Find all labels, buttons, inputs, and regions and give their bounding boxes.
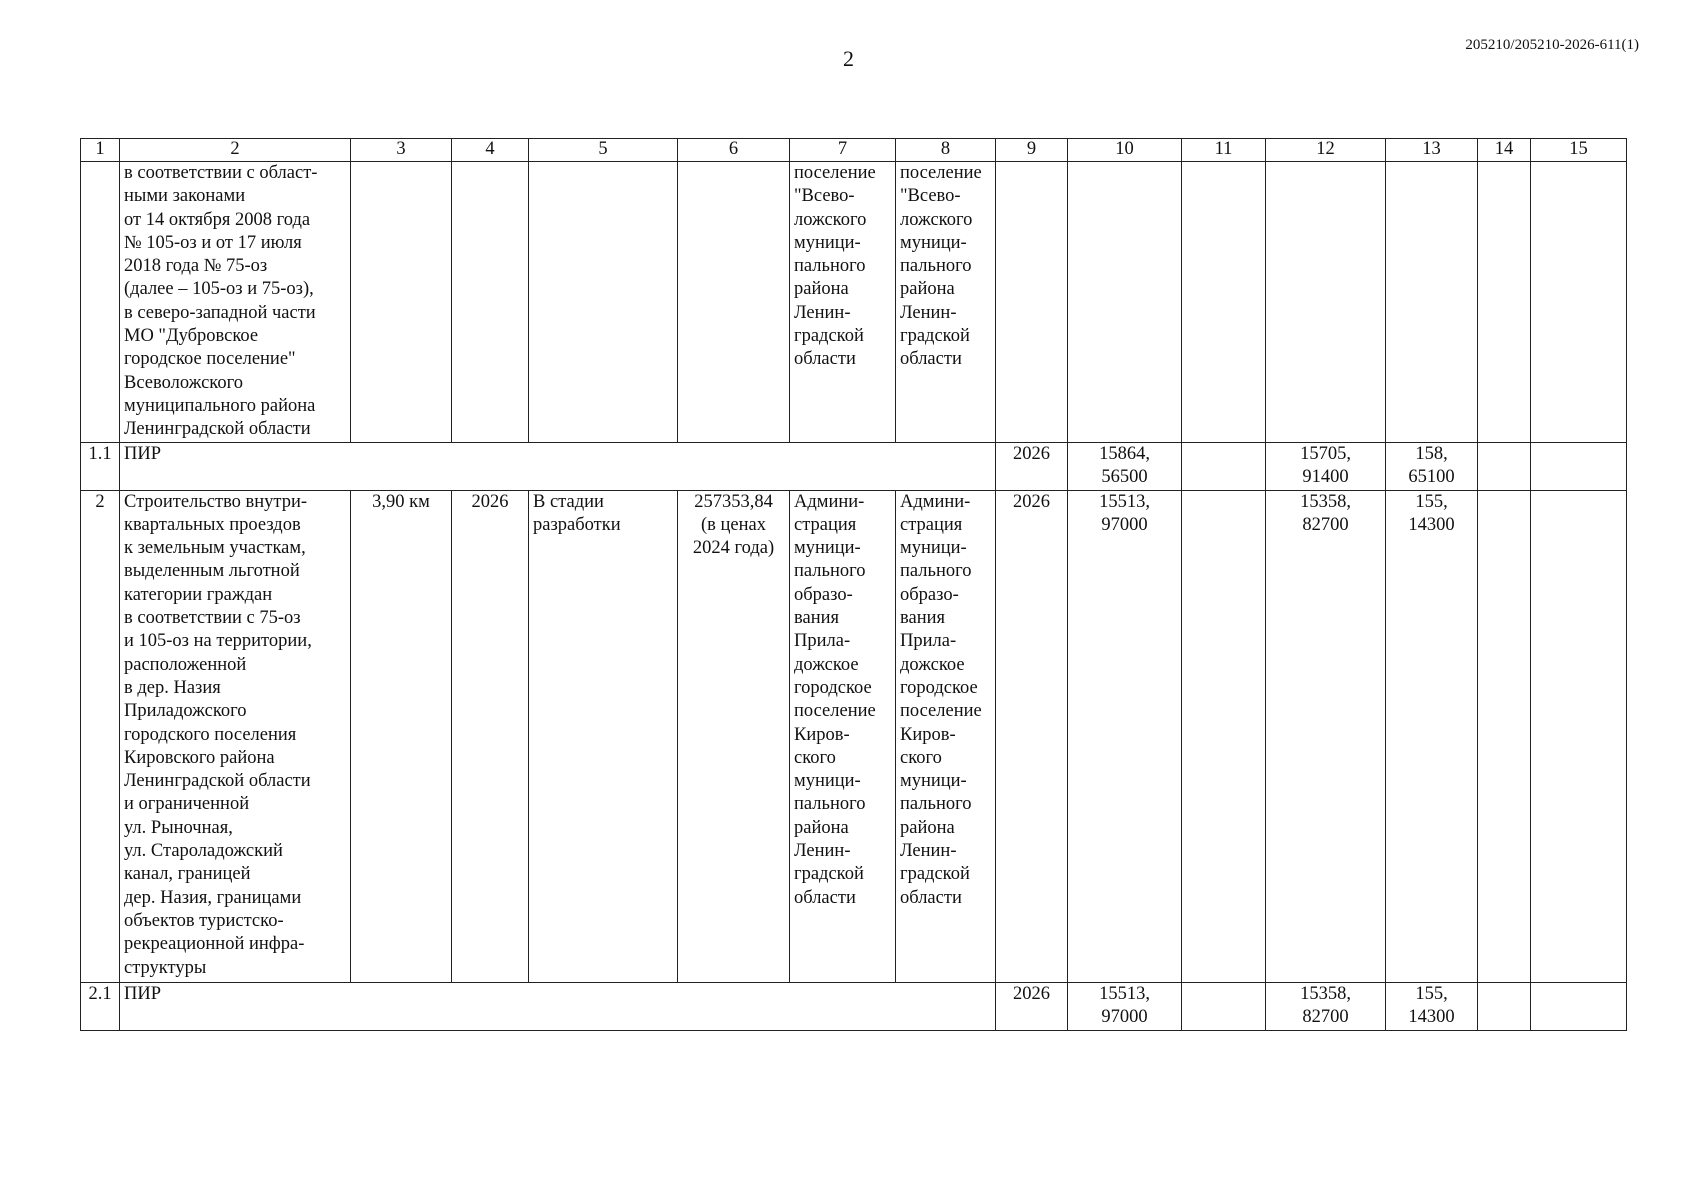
column-header: 2 (120, 139, 351, 162)
column-header: 7 (790, 139, 896, 162)
row-number-cell: 2.1 (81, 982, 120, 1030)
regional-amount-cell: 15358, 82700 (1266, 490, 1386, 982)
object-name-cell: Строительство внутри- квартальных проездов к земельным участкам, выделенным льготной категории граждан в соответствии с 75-оз и 105-оз на территории, расположенной в дер. Назия Приладожского городского поселения Кировского района Ленинградской области и ограниченной ул. Рыночная, ул. Староладожский канал, границей дер. Назия, границами объектов туристско- рекреационной инфра- структуры (120, 490, 351, 982)
object-name-cell: ПИР (120, 442, 996, 490)
table-row (81, 442, 1627, 490)
cost-cell: 257353,84 (в ценах 2024 года) (678, 490, 790, 982)
customer-cell: поселение "Всево- ложского муници- пального района Ленин- градской области (790, 162, 896, 443)
table-row (81, 490, 1627, 982)
year-cell: 2026 (996, 982, 1068, 1030)
document-id: 205210/205210-2026-611(1) (1465, 37, 1639, 53)
capacity-cell: 3,90 км (351, 490, 452, 982)
row-number-cell: 1.1 (81, 442, 120, 490)
object-name-cell: в соответствии с област- ными законами от 14 октября 2008 года № 105-оз и от 17 июля 2018 года № 75-оз (далее – 105-оз и 75-оз), в северо-западной части МО "Дубровское городское поселение" Всеволожского муниципального района Ленинградской области (120, 162, 351, 443)
local-amount-cell: 155, 14300 (1386, 490, 1478, 982)
object-name-cell: ПИР (120, 982, 996, 1030)
total-amount-cell: 15513, 97000 (1068, 982, 1182, 1030)
page-number: 2 (843, 46, 854, 71)
column-header: 5 (529, 139, 678, 162)
column-header: 4 (452, 139, 529, 162)
status-cell: В стадии разработки (529, 490, 678, 982)
table-row (81, 982, 1627, 1030)
column-header: 10 (1068, 139, 1182, 162)
column-header: 13 (1386, 139, 1478, 162)
year-cell: 2026 (996, 442, 1068, 490)
column-header: 3 (351, 139, 452, 162)
column-header: 15 (1531, 139, 1627, 162)
column-header: 8 (896, 139, 996, 162)
local-amount-cell: 155, 14300 (1386, 982, 1478, 1030)
column-header: 9 (996, 139, 1068, 162)
program-table (80, 138, 1627, 1031)
column-header: 11 (1182, 139, 1266, 162)
customer-cell: Админи- страция муници- пального образо- вания Прила- дожское городское поселение Киров- ского муници- пального района Ленин- градской области (790, 490, 896, 982)
row-number-cell: 2 (81, 490, 120, 982)
table-row (81, 162, 1627, 443)
local-amount-cell: 158, 65100 (1386, 442, 1478, 490)
total-amount-cell: 15864, 56500 (1068, 442, 1182, 490)
developer-cell: поселение "Всево- ложского муници- пального района Ленин- градской области (896, 162, 996, 443)
column-header: 1 (81, 139, 120, 162)
column-header: 12 (1266, 139, 1386, 162)
column-number-row (81, 139, 1627, 162)
column-header: 14 (1478, 139, 1531, 162)
developer-cell: Админи- страция муници- пального образо- вания Прила- дожское городское поселение Киров- ского муници- пального района Ленин- градской области (896, 490, 996, 982)
regional-amount-cell: 15705, 91400 (1266, 442, 1386, 490)
year-cell: 2026 (996, 490, 1068, 982)
column-header: 6 (678, 139, 790, 162)
start-year-cell: 2026 (452, 490, 529, 982)
regional-amount-cell: 15358, 82700 (1266, 982, 1386, 1030)
total-amount-cell: 15513, 97000 (1068, 490, 1182, 982)
